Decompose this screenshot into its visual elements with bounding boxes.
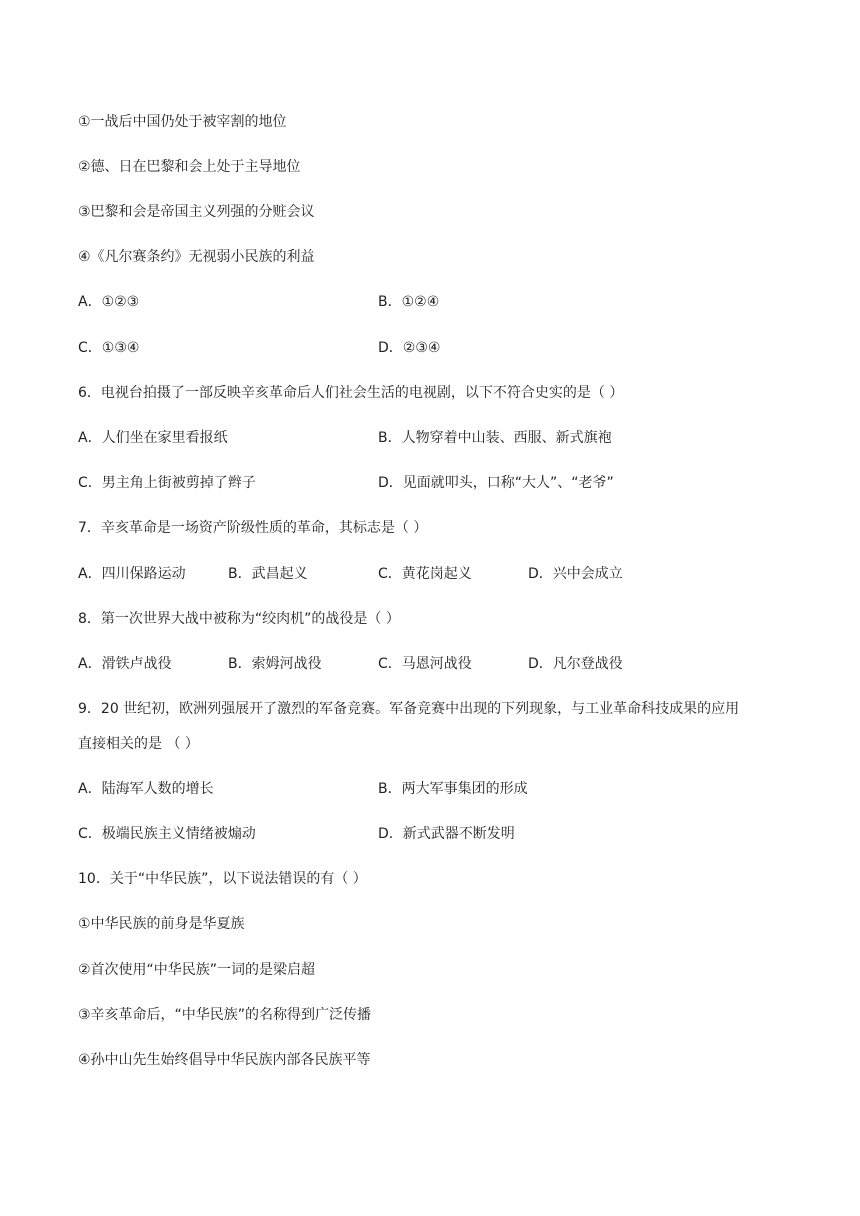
- q6-option-b: B．人物穿着中山装、西服、新式旗袍: [378, 430, 612, 446]
- q8-option-c: C．马恩河战役: [378, 656, 472, 672]
- q6-option-c: C．男主角上街被剪掉了辫子: [78, 475, 256, 491]
- q8-option-b: B．索姆河战役: [228, 656, 322, 672]
- q7-option-a: A．四川保路运动: [78, 566, 186, 582]
- q10-statement-3: ③辛亥革命后，“中华民族”的名称得到广泛传播: [78, 1007, 372, 1023]
- q9-stem-line-2: 直接相关的是 （ ）: [78, 736, 199, 752]
- q5-statement-3: ③巴黎和会是帝国主义列强的分赃会议: [78, 204, 315, 220]
- q5-option-d: D．②③④: [378, 340, 441, 356]
- q8-option-a: A．滑铁卢战役: [78, 656, 172, 672]
- q9-option-b: B．两大军事集团的形成: [378, 781, 528, 797]
- q8-option-d: D．凡尔登战役: [528, 656, 623, 672]
- q9-option-a: A．陆海军人数的增长: [78, 781, 214, 797]
- q6-option-a: A．人们坐在家里看报纸: [78, 430, 228, 446]
- q6-option-d: D．见面就叩头，口称“大人”、“老爷”: [378, 475, 614, 491]
- q9-option-d: D．新式武器不断发明: [378, 826, 515, 842]
- q5-statement-2: ②德、日在巴黎和会上处于主导地位: [78, 159, 301, 175]
- q5-option-b: B．①②④: [378, 294, 440, 310]
- q10-statement-2: ②首次使用“中华民族”一词的是梁启超: [78, 962, 316, 978]
- q7-stem: 7．辛亥革命是一场资产阶级性质的革命，其标志是（ ）: [78, 520, 428, 536]
- q5-statement-1: ①一战后中国仍处于被宰割的地位: [78, 114, 287, 130]
- q7-option-c: C．黄花岗起义: [378, 566, 472, 582]
- q6-stem: 6．电视台拍摄了一部反映辛亥革命后人们社会生活的电视剧，以下不符合史实的是（ ）: [78, 385, 624, 401]
- q7-option-d: D．兴中会成立: [528, 566, 623, 582]
- q9-stem-line-1: 9．20 世纪初，欧洲列强展开了激烈的军备竞赛。军备竞赛中出现的下列现象，与工业革命科技成果的应用: [78, 701, 740, 717]
- q10-stem: 10．关于“中华民族”，以下说法错误的有（ ）: [78, 871, 367, 887]
- q10-statement-4: ④孙中山先生始终倡导中华民族内部各民族平等: [78, 1052, 371, 1068]
- q5-option-a: A．①②③: [78, 294, 140, 310]
- q7-option-b: B．武昌起义: [228, 566, 308, 582]
- q10-statement-1: ①中华民族的前身是华夏族: [78, 916, 245, 932]
- q9-option-c: C．极端民族主义情绪被煽动: [78, 826, 256, 842]
- q8-stem: 8．第一次世界大战中被称为“绞肉机”的战役是（ ）: [78, 611, 400, 627]
- q5-option-c: C．①③④: [78, 340, 140, 356]
- q5-statement-4: ④《凡尔赛条约》无视弱小民族的利益: [78, 249, 315, 265]
